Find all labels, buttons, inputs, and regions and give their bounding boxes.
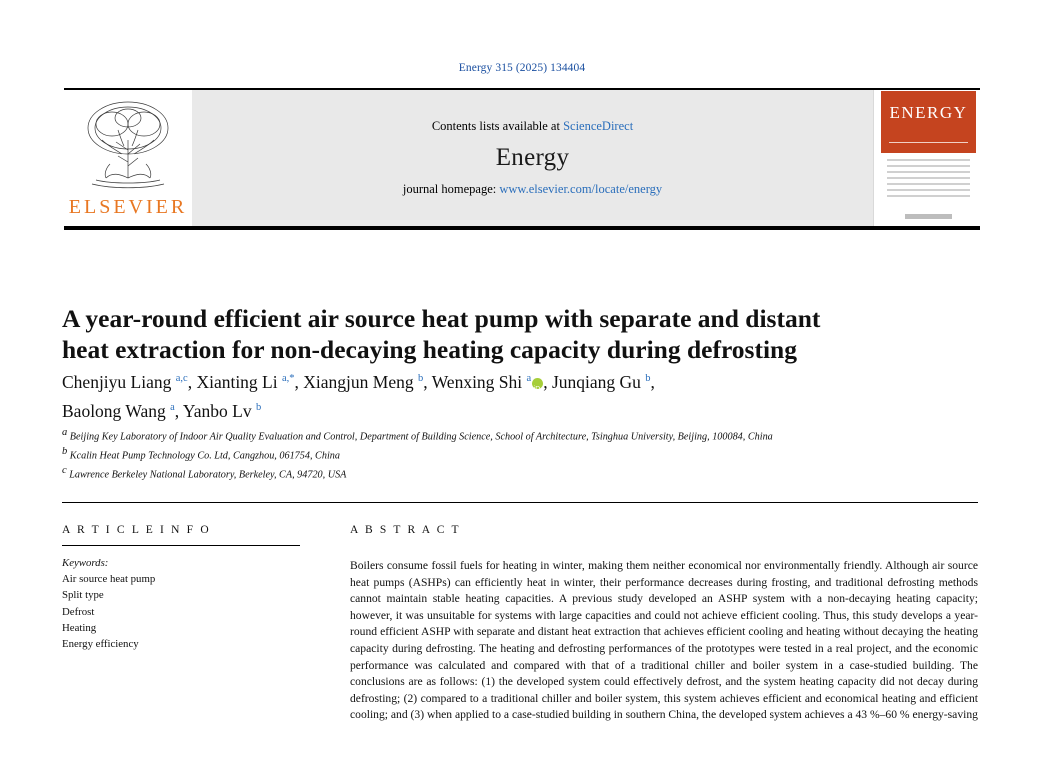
cover-footer-bar bbox=[905, 214, 952, 219]
affiliation-b-text: Kcalin Heat Pump Technology Co. Ltd, Cangzhou, 061754, China bbox=[69, 450, 340, 462]
elsevier-logo bbox=[64, 90, 192, 226]
author-chenjiyu-liang: Chenjiyu Liang $^{a,c}$ bbox=[62, 371, 188, 392]
homepage-prefix: journal homepage: bbox=[402, 182, 500, 196]
keyword-item: Heating bbox=[62, 621, 97, 634]
keywords-block bbox=[62, 555, 300, 652]
journal-cover-thumbnail bbox=[873, 90, 980, 226]
affiliation-a: $^a$ Beijing Key Laboratory of Indoor Air Quality Evaluation and Control, Department of Building Science, School of Architecture, Tsinghua University, Beijing, 100084, China bbox=[62, 427, 773, 443]
journal-band bbox=[192, 90, 873, 226]
affiliation-c-text: Lawrence Berkeley National Laboratory, Berkeley, CA, 94720, USA bbox=[69, 469, 347, 481]
author-yanbo-lv: Yanbo Lv $^b$ bbox=[182, 400, 262, 421]
section-divider bbox=[62, 502, 978, 503]
journal-title: Energy bbox=[495, 144, 570, 171]
affiliation-a-text: Beijing Key Laboratory of Indoor Air Quality Evaluation and Control, Department of Building Science, School of Architecture, Tsinghua University, Beijing, 100084, China bbox=[69, 431, 773, 443]
abstract-heading: A B S T R A C T bbox=[350, 524, 461, 536]
keyword-item: Energy efficiency bbox=[62, 638, 139, 651]
affiliations bbox=[62, 426, 862, 483]
homepage-line bbox=[403, 182, 662, 197]
journal-masthead bbox=[64, 88, 980, 226]
affiliation-c: $^c$ Lawrence Berkeley National Laboratory, Berkeley, CA, 94720, USA bbox=[62, 464, 347, 481]
contents-prefix: Contents lists available at bbox=[431, 119, 564, 133]
cover-journal-name: ENERGY bbox=[889, 103, 968, 122]
author-wenxing-shi: Wenxing Shi $^a$ iD bbox=[432, 372, 544, 392]
keyword-item: Air source heat pump bbox=[62, 573, 156, 586]
cover-image bbox=[880, 90, 977, 228]
page-title: A year-round efficient air source heat pump with separate and distant heat extraction for non-decaying heating capacity during defrosting bbox=[62, 304, 821, 365]
keyword-item: Defrost bbox=[62, 605, 95, 618]
author-xianting-li: Xianting Li $^{a,*}$ bbox=[196, 371, 295, 392]
article-info-heading: A R T I C L E I N F O bbox=[62, 524, 211, 536]
author-list: Chenjiyu Liang $^{a,c}$, Xianting Li $^{a,*}$, Xiangjun Meng $^b$, Wenxing Shi $^a$ iD , Junqiang Gu $^b$, Baolong Wang $^a$, Yanbo Lv $^b$ bbox=[62, 366, 902, 424]
keywords-label: Keywords: bbox=[62, 557, 109, 569]
cover-body-block bbox=[881, 153, 976, 227]
article-info-section bbox=[62, 524, 300, 652]
sciencedirect-link[interactable]: ScienceDirect bbox=[563, 119, 634, 133]
orcid-icon[interactable] bbox=[532, 378, 543, 389]
cover-rule bbox=[889, 142, 968, 143]
author-junqiang-gu: Junqiang Gu $^b$ bbox=[551, 371, 651, 392]
masthead-bottom-rule bbox=[64, 226, 980, 230]
cover-text-lines bbox=[887, 159, 970, 201]
author-baolong-wang: Baolong Wang $^a$ bbox=[62, 400, 175, 421]
author-xiangjun-meng: Xiangjun Meng $^b$ bbox=[303, 371, 424, 392]
abstract-section bbox=[350, 524, 978, 724]
elsevier-wordmark: ELSEVIER bbox=[68, 196, 188, 218]
article-info-rule bbox=[62, 545, 300, 546]
running-head: Energy 315 (2025) 134404 bbox=[458, 62, 586, 74]
abstract-text: Boilers consume fossil fuels for heating in winter, making them neither economical nor environmentally friendly. Although air source heat pumps (ASHPs) can efficiently heat in winter, their performance decreases during frosting, and traditional defrosting methods cannot maintain stable heating capacities. A previous study developed an ASHP system with a non-decaying heating capacity; however, it was unsuitable for systems with large capacities and could not achieve efficient cooling. Thus, this study develops a year-round efficient ASHP with separate and distant heat extraction that achieves efficient cooling and heating without decaying the heating capacity during defrosting. The heating and defrosting performances of the prototypes were tested in a real project, and the economic performance was calculated and compared with that of a traditional chiller and boiler system in a case-studied building. The conclusions are as follows: (1) the developed system could effectively defrost, and the system heating capacity did not decay during defrosting; (2) compared to a traditional chiller and boiler system, this system achieves efficient and economical heating and efficient cooling; and (3) when applied to a case-studied building in southern China, the developed system achieves a 43 %–60 % energy-saving bbox=[350, 559, 978, 722]
contents-line bbox=[432, 119, 633, 134]
affiliation-b: $^b$ Kcalin Heat Pump Technology Co. Ltd, Cangzhou, 061754, China bbox=[62, 445, 340, 462]
elsevier-tree-icon bbox=[72, 94, 184, 194]
journal-homepage-link[interactable]: www.elsevier.com/locate/energy bbox=[499, 182, 663, 196]
keyword-item: Split type bbox=[62, 589, 104, 602]
cover-header-block bbox=[881, 91, 976, 153]
